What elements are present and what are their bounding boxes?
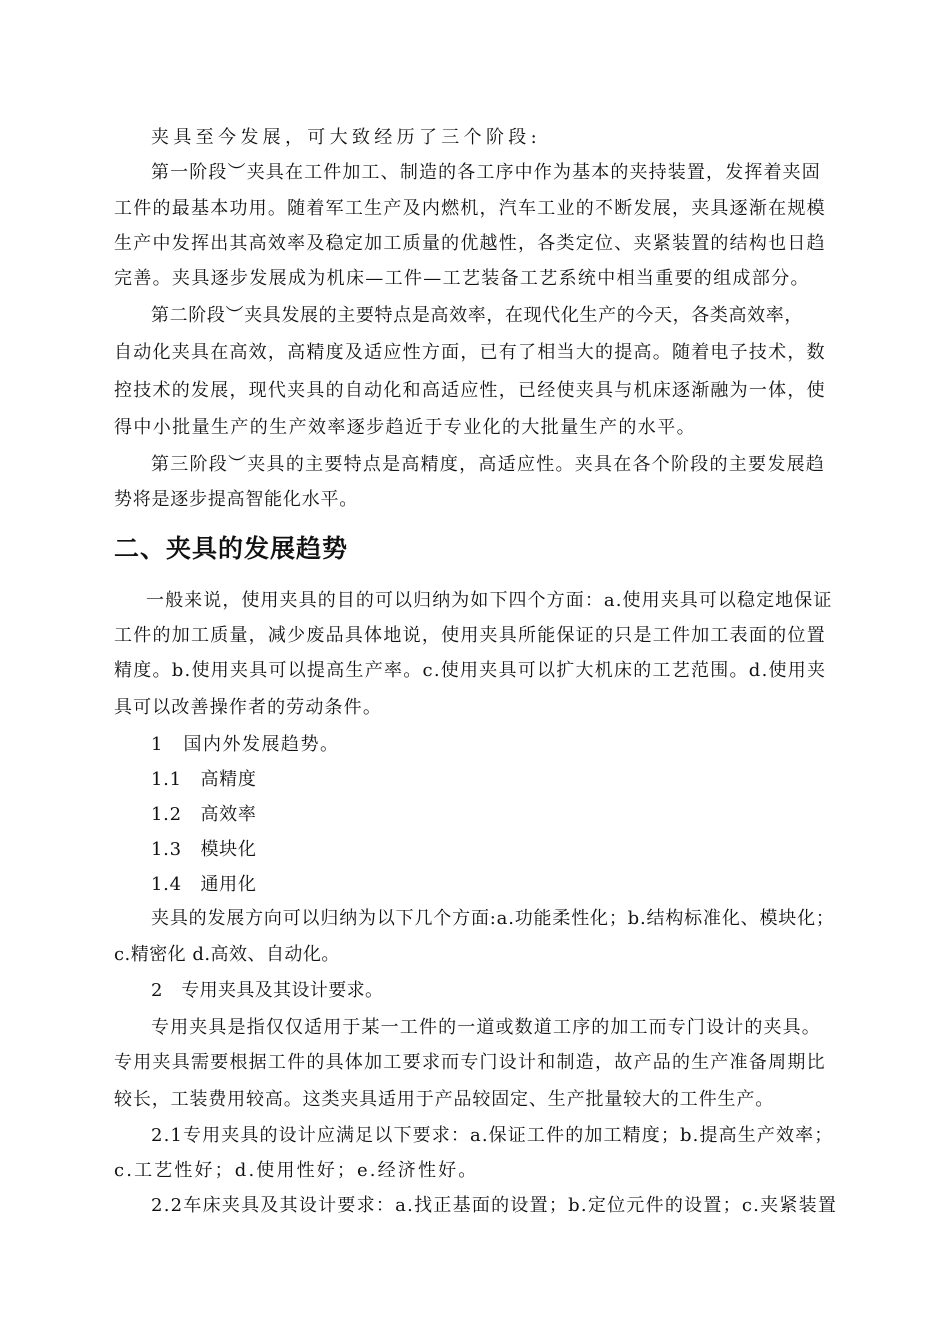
intro-paragraph-line: 得中小批量生产的生产效率逐步趋近于专业化的大批量生产的水平。 <box>114 417 696 438</box>
intro-paragraph-line: 势将是逐步提高智能化水平。 <box>114 489 359 510</box>
body-paragraph-line: 1.2 高效率 <box>151 804 257 825</box>
body-paragraph-line: 夹具的发展方向可以归纳为以下几个方面:a.功能柔性化；b.结构标准化、模块化； <box>151 908 835 929</box>
body-paragraph-line: 2.2车床夹具及其设计要求：a.找正基面的设置；b.定位元件的设置；c.夹紧装置 <box>151 1195 838 1216</box>
body-paragraph-line: 1.3 模块化 <box>151 839 257 860</box>
body-paragraph-line: 1.1 高精度 <box>151 769 257 790</box>
intro-paragraph-line: 第三阶段︶夹具的主要特点是高精度，高适应性。夹具在各个阶段的主要发展趋 <box>151 454 826 475</box>
body-paragraph-line: 较长，工装费用较高。这类夹具适用于产品较固定、生产批量较大的工件生产。 <box>114 1089 775 1110</box>
intro-paragraph-line: 控技术的发展，现代夹具的自动化和高适应性，已经使夹具与机床逐渐融为一体，使 <box>114 380 826 401</box>
body-paragraph-line: 2 专用夹具及其设计要求。 <box>151 980 384 1001</box>
intro-paragraph-line: 夹具至今发展，可大致经历了三个阶段: <box>151 127 542 148</box>
body-paragraph-line: 专用夹具需要根据工件的具体加工要求而专门设计和制造，故产品的生产准备周期比 <box>114 1052 826 1073</box>
section-heading: 二、夹具的发展趋势 <box>114 534 349 563</box>
intro-paragraph-line: 生产中发挥出其高效率及稳定加工质量的优越性，各类定位、夹紧装置的结构也日趋 <box>114 233 826 254</box>
intro-paragraph-line: 第一阶段︶夹具在工件加工、制造的各工序中作为基本的夹持装置，发挥着夹固 <box>151 162 821 183</box>
body-paragraph-line: c.精密化 d.高效、自动化。 <box>114 944 340 965</box>
body-paragraph-line: 专用夹具是指仅仅适用于某一工件的一道或数道工序的加工而专门设计的夹具。 <box>151 1017 821 1038</box>
intro-paragraph-line: 工件的最基本功用。随着军工生产及内燃机，汽车工业的不断发展，夹具逐渐在规模 <box>114 198 826 219</box>
intro-paragraph-line: 第二阶段︶夹具发展的主要特点是高效率，在现代化生产的今天，各类高效率， <box>151 305 804 326</box>
intro-paragraph-line: 自动化夹具在高效，高精度及适应性方面，已有了相当大的提高。随着电子技术，数 <box>114 342 826 363</box>
body-paragraph-line: 精度。b.使用夹具可以提高生产率。c.使用夹具可以扩大机床的工艺范围。d.使用夹 <box>114 660 827 681</box>
body-paragraph-line: 1.4 通用化 <box>151 874 257 895</box>
intro-paragraph-line: 完善。夹具逐步发展成为机床—工件—工艺装备工艺系统中相当重要的组成部分。 <box>114 268 810 289</box>
body-paragraph-line: 具可以改善操作者的劳动条件。 <box>114 697 382 718</box>
body-paragraph-line: 工件的加工质量，减少废品具体地说，使用夹具所能保证的只是工件加工表面的位置 <box>114 625 826 646</box>
body-paragraph-line: c.工艺性好；d.使用性好；e.经济性好。 <box>114 1160 479 1181</box>
body-paragraph-line: 一般来说，使用夹具的目的可以归纳为如下四个方面：a.使用夹具可以稳定地保证 <box>146 590 833 611</box>
body-paragraph-line: 2.1专用夹具的设计应满足以下要求：a.保证工件的加工精度；b.提高生产效率； <box>151 1125 834 1146</box>
body-paragraph-line: 1 国内外发展趋势。 <box>151 734 340 755</box>
